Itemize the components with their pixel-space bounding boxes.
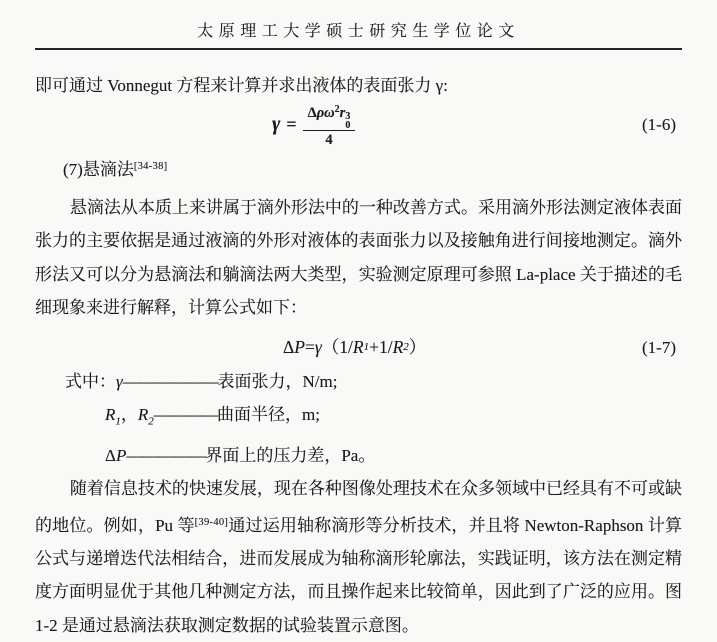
text-line: 细现象来进行解释，计算公式如下：: [35, 298, 307, 318]
equals-sign: =: [304, 336, 315, 357]
delta-symbol: Δ: [283, 336, 295, 357]
fraction-denominator: 4: [325, 132, 333, 148]
reference-sup-39-40: [39-40]: [194, 516, 229, 528]
reference-sup-34-38: [34-38]: [133, 161, 168, 172]
delta-symbol: Δ: [307, 105, 317, 121]
where-desc: 曲面半径，m;: [216, 405, 320, 425]
text-line: 公式与递增迭代法相结合，进而发展成为轴称滴形轮廓法，实践证明，该方法在测定精: [35, 549, 682, 569]
text-line: 张力的主要依据是通过液滴的外形对液体的表面张力以及接触角进行间接地测定。滴外: [35, 231, 682, 251]
r-subscript: 0: [345, 119, 351, 131]
r-symbol: r: [339, 105, 346, 121]
r-subsup: [345, 113, 350, 130]
r-exponent: 3: [345, 111, 351, 122]
header-title: 太原理工大学硕士研究生学位论文: [197, 23, 520, 40]
equation-1-7-body: [283, 331, 426, 364]
radius-1-symbol: R: [105, 405, 116, 425]
radius-1-symbol: R: [352, 336, 364, 357]
equation-1-6: [35, 100, 682, 150]
pressure-symbol: P: [115, 445, 127, 465]
fraction: [303, 102, 356, 148]
where-clause: [35, 365, 682, 473]
text-segment: 的地位。例如，Pu 等: [35, 515, 195, 535]
gamma-symbol: γ: [116, 371, 123, 391]
equation-1-6-body: [272, 102, 355, 148]
radius-2-symbol: R: [392, 336, 404, 357]
page-content: [35, 74, 682, 642]
equation-1-7: [35, 331, 682, 365]
gamma-symbol: γ: [272, 113, 281, 136]
where-desc: 表面张力，N/m;: [217, 371, 338, 391]
where-line-radii: [35, 398, 682, 439]
text-segment: 通过运用轴称滴形等分析技术，并且将 Newton-Raphson 计算: [228, 515, 682, 535]
text-line: 1-2 是通过悬滴法获取测定数据的试验装置示意图。: [35, 615, 419, 635]
equation-number-1-6: (1-6): [642, 115, 676, 135]
dash-leader: ————: [153, 405, 217, 425]
fraction-numerator: [303, 102, 356, 131]
radius-2-subscript: 2: [148, 415, 154, 428]
dash-leader: ——————: [122, 371, 218, 391]
where-line-pressure: [35, 439, 682, 472]
dash-leader: —————: [126, 445, 206, 465]
section-7-heading: [35, 152, 682, 185]
radius-1-subscript: 1: [363, 340, 370, 353]
page-header: [0, 0, 717, 42]
plus-term: +1/: [369, 336, 393, 357]
text-line: 形法又可以分为悬滴法和躺滴法两大类型，实验测定原理可参照 La-place 关于描述的毛: [35, 264, 682, 284]
equals-sign: =: [286, 114, 297, 135]
open-paren: （1/: [321, 336, 353, 357]
equation-number-1-7: (1-7): [642, 337, 676, 357]
intro-line: 即可通过 Vonnegut 方程来计算并求出液体的表面张力 γ:: [35, 76, 448, 95]
header-divider: [35, 48, 682, 50]
text-line: 悬滴法从本质上来讲属于滴外形法中的一种改善方式。采用滴外形法测定液体表面: [69, 198, 682, 217]
gamma-symbol: γ: [314, 336, 322, 357]
radius-1-subscript: 1: [115, 415, 121, 428]
radius-2-symbol: R: [137, 405, 149, 425]
omega-exponent: 2: [334, 104, 340, 115]
where-label: 式中：: [65, 371, 116, 391]
rho-omega-symbols: ρω: [316, 105, 335, 121]
pressure-symbol: P: [294, 336, 305, 357]
text-line: 度方面明显优于其他几种测定方法，而且操作起来比较简单，因此到了广泛的应用。图: [35, 582, 682, 602]
text-line: 随着信息技术的快速发展，现在各种图像处理技术在众多领域中已经具有不可或缺: [69, 479, 682, 499]
close-paren: ）: [408, 336, 427, 357]
delta-symbol: Δ: [105, 445, 116, 465]
where-line-gamma: [35, 365, 682, 398]
where-desc: 界面上的压力差，Pa。: [205, 445, 376, 465]
text-line: [35, 506, 682, 542]
paragraph-2: [35, 472, 682, 642]
radius-2-subscript: 2: [403, 340, 409, 353]
section-7-label: (7)悬滴法: [63, 160, 134, 179]
comma: ，: [120, 405, 138, 425]
paragraph-1: [35, 191, 682, 325]
